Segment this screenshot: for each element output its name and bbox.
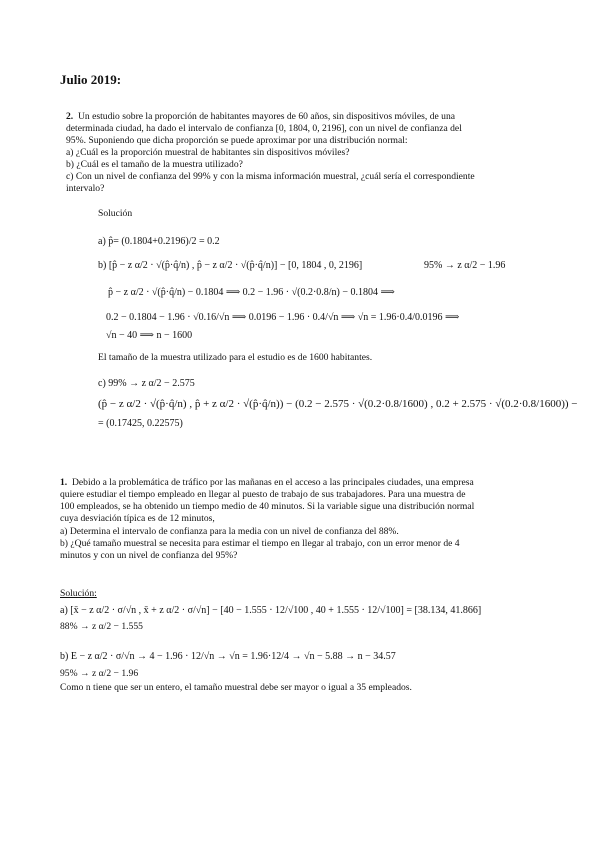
solution1-conclusion: El tamaño de la muestra utilizado para el estudio es de 1600 habitantes.	[98, 352, 373, 363]
problem1-line: cuya desviación típica es de 12 minutos,	[60, 513, 215, 524]
solution2-title: Solución:	[60, 588, 97, 599]
solution2-b-line1: b) E − z α/2 · σ/√n → 4 − 1.96 · 12/√n → √n = 1.96·12/4 → √n − 5.88 → n − 34.57	[60, 651, 396, 662]
solution2-a-line1: a) [x̄ − z α/2 · σ/√n , x̄ + z α/2 · σ/√n] − [40 − 1.555 · 12/√100 , 40 + 1.555 · 12/√100] = [38.134, 41.866]	[60, 605, 482, 616]
problem2-item-b: b) ¿Cuál es el tamaño de la muestra utilizado?	[66, 159, 243, 170]
solution2-a-line2: 88% → z α/2 − 1.555	[60, 621, 143, 632]
solution1-c-line1: c) 99% → z α/2 − 2.575	[98, 378, 195, 389]
problem2-item-c: c) Con un nivel de confianza del 99% y con la misma información muestral, ¿cuál sería el correspondiente	[66, 171, 475, 182]
problem1-line: quiere estudiar el tiempo empleado en llegar al puesto de trabajo de sus trabajadores. Para una muestra de	[60, 489, 466, 500]
solution2-conclusion: Como n tiene que ser un entero, el tamaño muestral debe ser mayor o igual a 35 empleados.	[60, 682, 412, 693]
problem2-line: Un estudio sobre la proporción de habitantes mayores de 60 años, sin dispositivos móviles, de una	[78, 111, 456, 122]
solution1-c-line2: (p̂ − z α/2 · √(p̂·q̂/n) , p̂ + z α/2 · √(p̂·q̂/n)) − (0.2 − 2.575 · √(0.2·0.8/1600) , 0.2 + 2.575 · √(0.2·0.8/1600)) −	[98, 398, 578, 410]
problem1-item-a: a) Determina el intervalo de confianza para la media con un nivel de confianza del 88%.	[60, 526, 399, 537]
solution2-b-line2: 95% → z α/2 − 1.96	[60, 668, 139, 679]
problem1-item-b: b) ¿Qué tamaño muestral se necesita para estimar el tiempo en llegar al trabajo, con un error menor de 4	[60, 538, 460, 549]
problem2-line: 95%. Suponiendo que dicha proporción se puede aproximar por una distribución normal:	[66, 135, 408, 146]
solution1-b-line1: b) [p̂ − z α/2 · √(p̂·q̂/n) , p̂ − z α/2 · √(p̂·q̂/n)] − [0, 1804 , 0, 2196]	[98, 260, 363, 271]
solution1-c-line3: = (0.17425, 0.22575)	[98, 418, 183, 429]
solution1-title: Solución	[98, 208, 133, 219]
problem1-line: 100 empleados, se ha obtenido un tiempo medio de 40 minutos. Si la variable sigue una distribución normal	[60, 501, 475, 512]
solution1-a: a) p̂= (0.1804+0.2196)/2 = 0.2	[98, 236, 220, 247]
problem1-number: 1.	[60, 477, 68, 488]
problem2-number: 2.	[66, 111, 74, 122]
problem2-item-c-cont: intervalo?	[66, 183, 105, 194]
solution1-b-line3: 0.2 − 0.1804 − 1.96 · √0.16/√n ⟹ 0.0196 − 1.96 · 0.4/√n ⟹ √n = 1.96·0.4/0.0196 ⟹	[106, 312, 460, 323]
problem2-item-a: a) ¿Cuál es la proporción muestral de habitantes sin dispositivos móviles?	[66, 147, 350, 158]
page-heading: Julio 2019:	[60, 72, 122, 87]
problem1-line: Debido a la problemática de tráfico por las mañanas en el acceso a las principales ciudades, una empresa	[72, 477, 474, 488]
solution1-b-line2: p̂ − z α/2 · √(p̂·q̂/n) − 0.1804 ⟹ 0.2 − 1.96 · √(0.2·0.8/n) − 0.1804 ⟹	[108, 287, 395, 298]
solution1-b-note: 95% → z α/2 − 1.96	[424, 260, 506, 271]
problem1-item-b-cont: minutos y con un nivel de confianza del 95%?	[60, 550, 238, 561]
problem2-line: determinada ciudad, ha dado el intervalo de confianza [0, 1804, 0, 2196], con un nivel de confianza del	[66, 123, 462, 134]
solution1-b-line4: √n − 40 ⟹ n − 1600	[106, 330, 193, 341]
